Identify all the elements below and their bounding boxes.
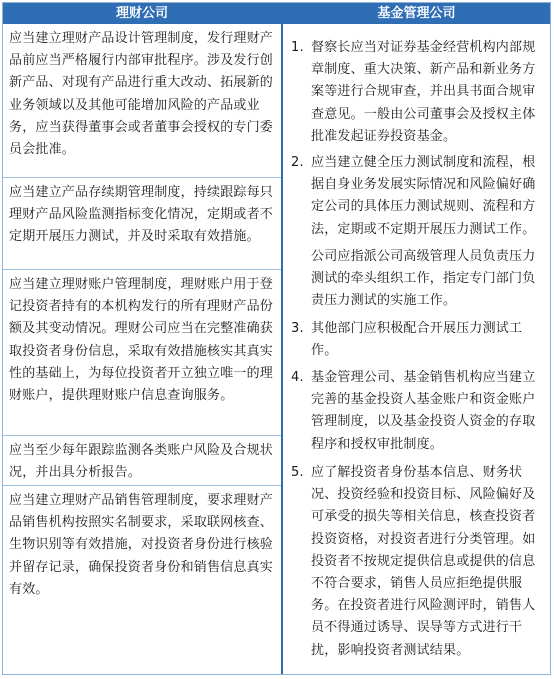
item-text: 应了解投资者身份基本信息、财务状况、投资经验和投资目标、风险偏好及可承受的损失等相关信息，核查投资者投资资格，对投资者进行分类管理。如投资者不按规定提供信息或提供的信息不符合要求，销售人员应拒绝提供服务。在投资者进行风险测评时，销售人员不得通过诱导、误导等方式进行干扰，影响投资者测试结果。 — [311, 465, 536, 658]
left-cell-product-design: 应当建立理财产品设计管理制度，发行理财产品前应当严格履行内部审批程序。涉及发行创新产品、对现有产品进行重大改动、拓展新的业务领域以及其他可能增加风险的产品或业务，应当获得董事会或者董事会授权的专门委员会批准。 — [3, 24, 281, 178]
item-number: 5. — [291, 465, 304, 480]
item-text: 其他部门应积极配合开展压力测试工作。 — [311, 321, 523, 359]
item-number: 3. — [291, 321, 304, 336]
left-cell-sales-management: 应当建立理财产品销售管理制度，要求理财产品销售机构按照实名制要求，采取联网核查、生物识别等有效措施，对投资者身份进行核验并留存记录，确保投资者身份和销售信息真实有效。 — [9, 493, 274, 597]
item-text: 督察长应当对证券基金经营机构内部规章制度、重大决策、新产品和新业务方案等进行合规审查，并出具书面合规审查意见。一般由公司董事会及授权主体批准发起证券投资基金。 — [311, 40, 536, 144]
item-number: 1. — [291, 40, 304, 55]
comparison-table — [2, 2, 551, 675]
table-header — [3, 3, 550, 24]
header-wealth-company: 理财公司 — [115, 6, 168, 21]
left-cell-risk-monitoring: 应当至少每年跟踪监测各类账户风险及合规状况，并出具分析报告。 — [3, 436, 281, 486]
item-text: 应当建立健全压力测试制度和流程，根据自身业务发展实际情况和风险偏好确定公司的具体压力测试规则、流程和方法，定期或不定期开展压力测试工作。 — [311, 155, 536, 237]
item-text: 基金管理公司、基金销售机构应当建立完善的基金投资人基金账户和资金账户管理制度，以及基金投资人资金的存取程序和授权审批制度。 — [311, 370, 536, 452]
left-cell-account-management: 应当建立理财账户管理制度，理财账户用于登记投资者持有的本机构发行的所有理财产品份额及其变动情况。理财公司应当在完整准确获取投资者身份信息，采取有效措施核实其真实性的基础上，为每位投资者开立独立唯一的理财账户，提供理财账户信息查询服务。 — [3, 270, 281, 436]
column-divider — [281, 24, 283, 674]
left-cell-duration-management: 应当建立产品存续期管理制度，持续跟踪每只理财产品风险监测指标变化情况，定期或者不定期开展压力测试，并及时采取有效措施。 — [3, 178, 281, 270]
item-number: 4. — [291, 370, 304, 385]
item-number: 2. — [291, 155, 304, 170]
header-fund-company: 基金管理公司 — [377, 6, 456, 21]
item-text: 公司应指派公司高级管理人员负责压力测试的牵头组织工作，指定专门部门负责压力测试的实施工作。 — [311, 249, 536, 309]
